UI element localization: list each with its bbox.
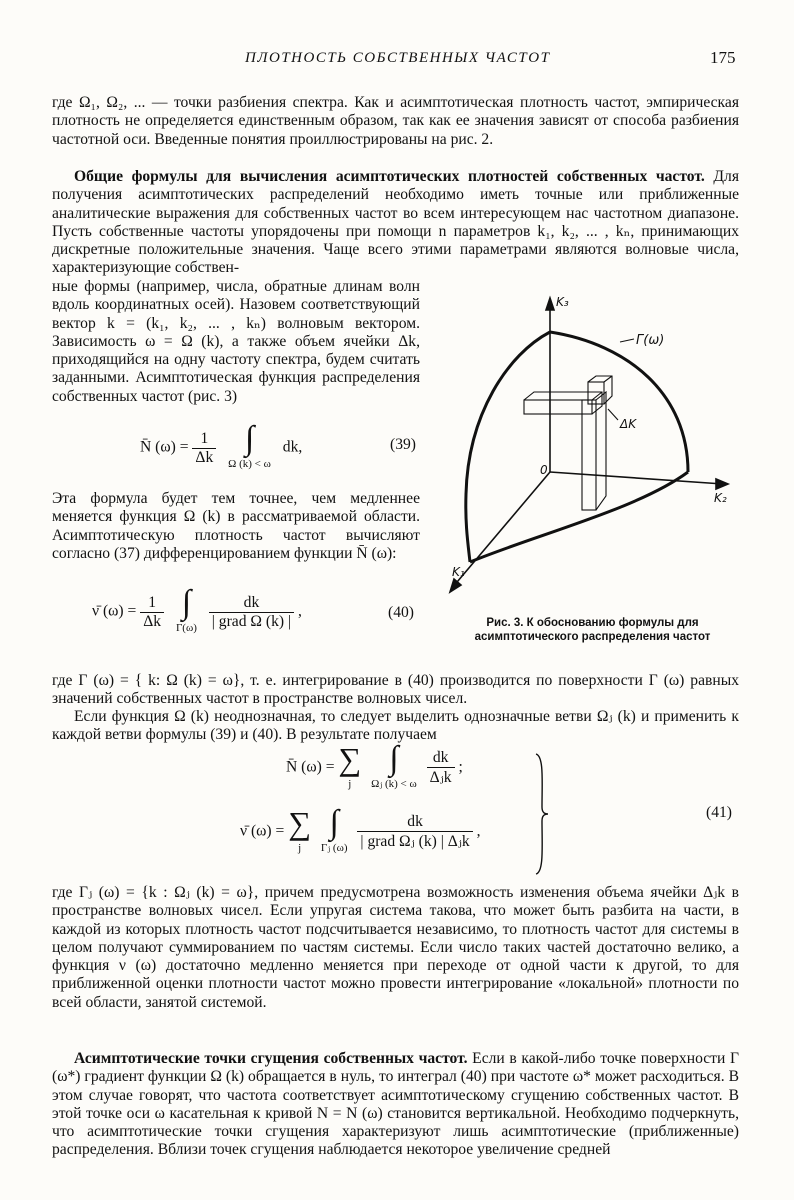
paragraph-2 [52,168,739,278]
arrow-k1 [450,579,461,592]
arrow-k3 [546,298,554,310]
paragraph-8 [52,1050,739,1160]
eq39-fraction [192,430,216,467]
surface-arc-right [550,332,688,472]
running-header [0,48,794,72]
eq41a-tail: ; [458,758,463,776]
eq41a-limit: Ωⱼ (k) < ω [371,778,417,790]
eq40-fraction [140,594,164,631]
eq40-den: Δk [143,612,162,630]
sum-sign: ∑ [338,741,362,777]
paragraph-2-body: Для получения асимптотических распределений необходимо иметь точные или приближенные аналитические выражения для собственных частот во всем интересующем нас частотном диапазоне. Пусть собственные частоты упорядочены при помощи n параметров k₁, k₂, ... , kₙ, принимающих дискретные положительные значения. Чаще всего этими параметрами являются волновые числа, характеризующие собствен- [52,168,739,277]
paragraph-7: где Γⱼ (ω) = {k : Ωⱼ (k) = ω}, причем предусмотрена возможность изменения объема ячейки Δⱼk в пространстве волновых чисел. Если упругая система такова, что может быть разбита на части, в каждой из которых плотность частот подсчитывается независимо, то плотность частот для системы в целом получают суммированием по частям системы. Если число таких частей достаточно велико, а функция ν (ω) достаточно медленно меняется при переходе от одной части к другой, то для приближенной оценки плотности частот можно провести интегрирование «локальной» плотности по всей области, занятой системой. [52,884,739,1011]
eq41a-fraction [427,749,455,787]
axis-k2 [550,472,723,484]
paragraph-3: ные формы (например, числа, обратные длинам волн вдоль координатных осей). Назовем соответствующий вектор k = (k₁, k₂, ... , kₙ) волновым вектором. Зависимость ω = Ω (k), а также объем ячейки Δk, приходящийся на одну частоту спектра, будем считать заданными. Асимптотическая функция распределения собственных частот (рис. 3) [52,278,420,405]
paragraph-5: где Γ (ω) = { k: Ω (k) = ω}, т. е. интегрирование в (40) производится по поверхности Γ (ω) равных значений собственных частот в пространстве волновых чисел. [52,672,739,708]
eq39-integrand: dk, [282,438,303,456]
equation-41-number: (41) [706,804,732,821]
figure-3-caption: Рис. 3. К обоснованию формулы для асимптотического распределения частот [474,617,711,643]
label-gamma-omega: Γ(ω) [636,333,665,348]
eq41a-lhs: N̄ (ω) = [286,758,335,776]
section-heading-general-formulas: Общие формулы для вычисления асимптотических плотностей собственных частот. [74,168,705,185]
eq40-frac-num: dk [209,594,294,613]
surface-arc-left [466,332,550,562]
running-title: ПЛОТНОСТЬ СОБСТВЕННЫХ ЧАСТОТ [245,50,551,66]
eq41b-integral [320,804,348,856]
integral-sign: ∫ [389,740,399,777]
eq41b-frac-den: | grad Ωⱼ (k) | Δⱼk [360,833,470,850]
paragraph-4: Эта формула будет тем точнее, чем медленнее меняется функция Ω (k) в рассматриваемой области. Асимптотическую плотность частот вычисляют согласно (37) дифференцированием функции N̄ (ω): [52,490,420,562]
equation-41a [286,740,463,792]
equation-39 [140,420,303,472]
eq40-limit: Γ(ω) [175,622,197,634]
eq40-integrand-fraction [209,594,294,631]
eq40-num: 1 [140,594,164,613]
eq41b-sum [288,805,312,856]
eq41a-sum-sub: j [348,778,352,790]
eq40-tail: , [298,602,302,620]
label-k1: K₁ [452,565,465,579]
integral-sign: ∫ [244,420,255,457]
page-number: 175 [710,48,736,67]
eq40-integral [175,584,197,636]
label-origin: 0 [540,463,548,477]
eq41a-integral [371,740,417,792]
gamma-leader [620,339,634,342]
eq41a-frac-den: Δⱼk [429,769,452,786]
eq40-frac-den: | grad Ω (k) | [211,612,292,630]
equation-41-brace [534,752,550,876]
eq41a-sum [338,741,362,792]
eq41a-frac-num: dk [427,749,455,768]
equation-40-number: (40) [388,604,414,621]
eq39-den: Δk [195,448,214,466]
arrow-k2 [716,479,728,489]
eq41b-limit: Γⱼ (ω) [320,842,348,854]
sum-sign: ∑ [288,805,312,841]
eq39-limit: Ω (k) < ω [228,458,271,470]
equation-40 [92,584,302,636]
volume-cell-dk [524,376,618,510]
paragraph-8-body: Если в какой-либо точке поверхности Γ (ω*) градиент функции Ω (k) обращается в нуль, то интеграл (40) при частоте ω* может расходиться. В этом случае говорят, что частота соответствует асимптотическому сгущению собственных частот. В этой точке оси ω касательная к кривой N = N (ω) становится вертикальной. Необходимо подчеркнуть, что асимптотические точки сгущения характеризуют лишь асимптотические (приближенные) распределения. Вблизи точек сгущения наблюдается некоторое увеличение средней [52,1050,739,1159]
figure-3-wavevector-diagram [448,294,738,604]
eq39-num: 1 [192,430,216,449]
eq41b-frac-num: dk [357,813,472,832]
paragraph-6: Если функция Ω (k) неоднозначная, то следует выделить однозначные ветви Ωⱼ (k) и применить к каждой ветви формулы (39) и (40). В результате получаем [52,708,739,744]
integral-sign: ∫ [181,584,192,621]
label-k3: K₃ [556,295,569,309]
section-heading-accumulation-points: Асимптотические точки сгущения собственных частот. [74,1050,468,1067]
eq41b-lhs: ν̄ (ω) = [240,822,285,840]
eq41b-tail: , [476,822,481,840]
label-delta-k: ΔK [620,417,637,431]
eq39-lhs: N̄ (ω) = [140,438,189,456]
surface-arc-bottom [470,472,688,562]
equation-39-number: (39) [390,436,416,453]
paragraph-1: где Ω₁, Ω₂, ... — точки разбиения спектра. Как и асимптотическая плотность частот, эмпирическая плотность не определяется единственным образом, так как ее значения зависят от способа разбиения частотной оси. Введенные понятия проиллюстрированы на рис. 2. [52,94,739,148]
eq39-integral [228,420,271,472]
eq41b-sum-sub: j [298,842,302,854]
eq40-lhs: ν̄ (ω) = [92,602,137,620]
integral-sign: ∫ [329,804,339,841]
eq41b-fraction [357,813,472,851]
equation-41b [240,804,481,856]
label-k2: K₂ [714,491,727,505]
